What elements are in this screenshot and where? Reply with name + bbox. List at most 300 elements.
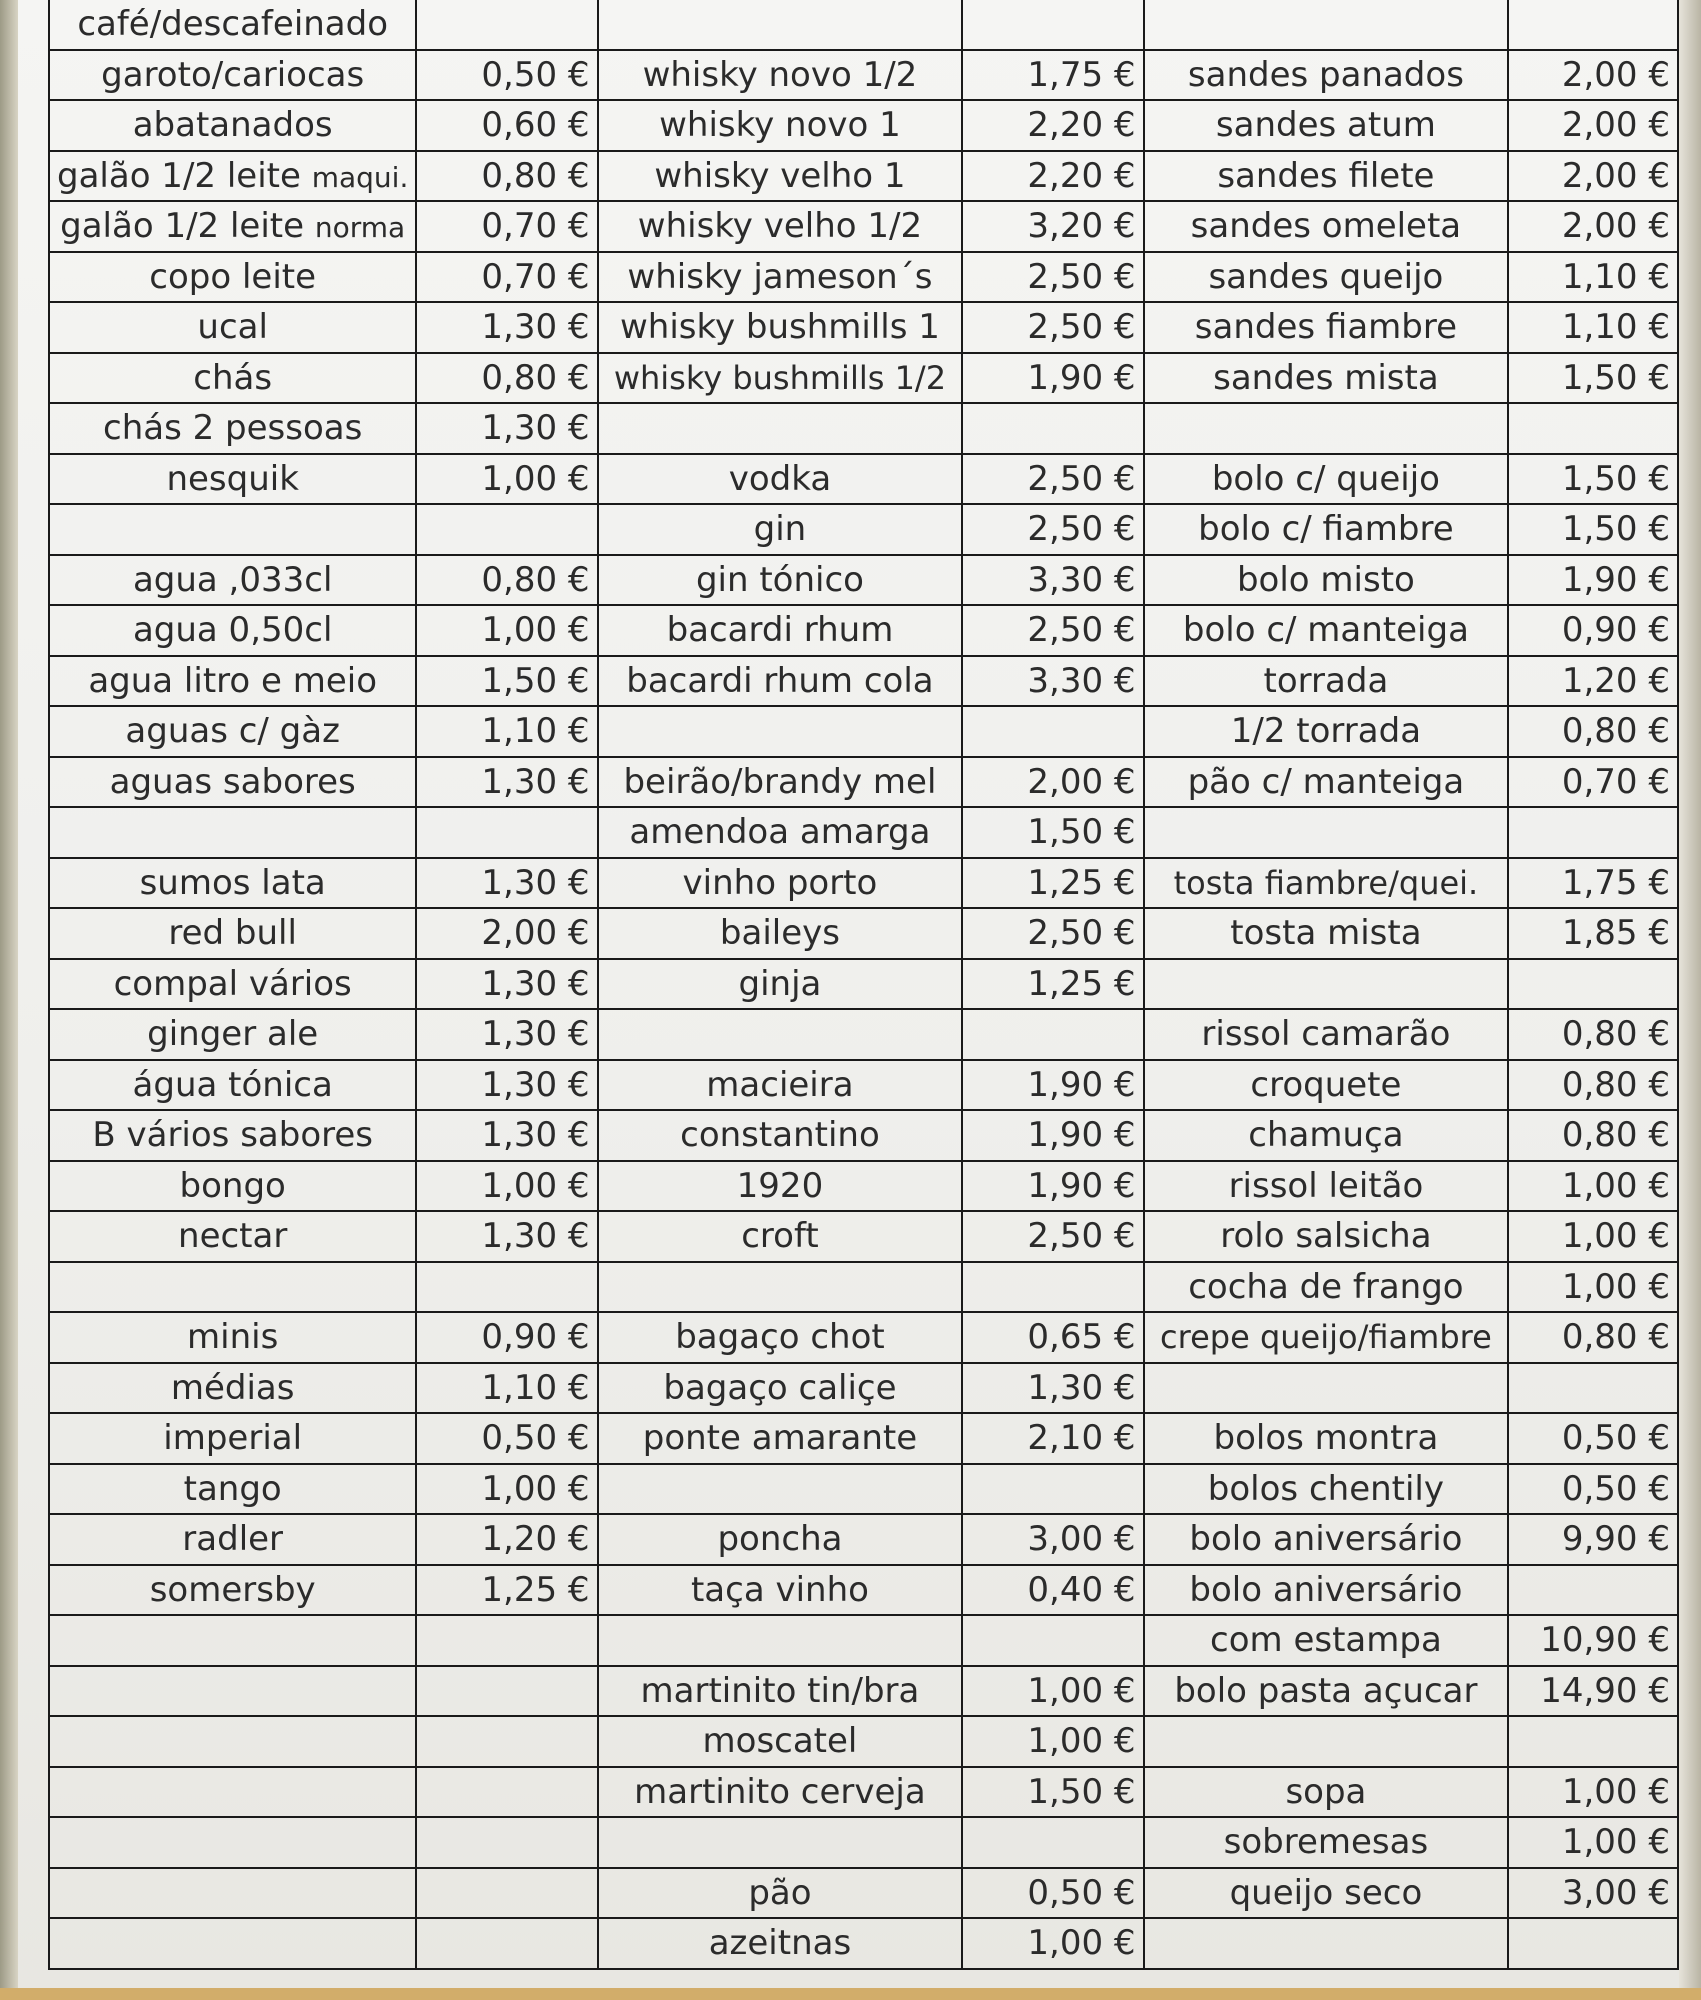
item-name	[1144, 706, 1509, 757]
item-name	[598, 1918, 963, 1969]
item-price: 0,80 €	[416, 353, 597, 404]
item-name-text: com estampa	[1210, 1620, 1442, 1661]
item-price: 1,90 €	[962, 353, 1143, 404]
table-row	[49, 0, 1678, 50]
item-name-text: constantino	[680, 1115, 880, 1156]
item-price: 1,10 €	[416, 1363, 597, 1414]
item-price: 0,80 €	[1508, 1009, 1678, 1060]
item-price: 0,50 €	[1508, 1464, 1678, 1515]
table-row	[49, 302, 1678, 353]
table-row	[49, 1615, 1678, 1666]
item-name	[49, 858, 416, 909]
item-name	[598, 151, 963, 202]
item-name-text: sandes filete	[1217, 155, 1435, 196]
table-row	[49, 100, 1678, 151]
item-price: 2,00 €	[1508, 100, 1678, 151]
item-price: 0,70 €	[416, 252, 597, 303]
item-name-text: nesquik	[166, 458, 299, 499]
item-name	[1144, 1817, 1509, 1868]
item-name	[598, 1817, 963, 1868]
item-name	[1144, 757, 1509, 808]
item-name-text: whisky bushmills 1	[619, 307, 940, 348]
item-price: 1,30 €	[416, 403, 597, 454]
item-name-text: sopa	[1285, 1771, 1367, 1812]
item-name-text: azeitnas	[708, 1923, 852, 1964]
item-name-text: médias	[170, 1367, 295, 1408]
item-price: 2,20 €	[962, 151, 1143, 202]
item-name-text: bagaço caliçe	[663, 1367, 897, 1408]
item-price: 0,70 €	[416, 201, 597, 252]
item-price	[416, 1666, 597, 1717]
item-name	[1144, 959, 1509, 1010]
item-price: 0,60 €	[416, 100, 597, 151]
item-name	[1144, 656, 1509, 707]
item-name	[598, 656, 963, 707]
item-price: 0,80 €	[1508, 1060, 1678, 1111]
item-name-text: pão	[748, 1872, 812, 1913]
item-name	[49, 302, 416, 353]
item-name-text: torrada	[1263, 660, 1389, 701]
item-price: 1,25 €	[962, 959, 1143, 1010]
table-row	[49, 1817, 1678, 1868]
item-name	[49, 1464, 416, 1515]
table-row	[49, 1464, 1678, 1515]
item-name	[49, 1211, 416, 1262]
item-name	[49, 757, 416, 808]
item-name	[49, 605, 416, 656]
item-price: 3,00 €	[962, 1514, 1143, 1565]
item-price	[1508, 1918, 1678, 1969]
table-row	[49, 1868, 1678, 1919]
item-name-text: sandes mista	[1213, 357, 1439, 398]
item-name-text: whisky velho 1	[654, 155, 906, 196]
item-price: 2,00 €	[962, 757, 1143, 808]
item-price	[962, 1262, 1143, 1313]
table-row	[49, 1161, 1678, 1212]
item-name	[1144, 403, 1509, 454]
item-name	[49, 1363, 416, 1414]
item-name	[1144, 1716, 1509, 1767]
item-name	[598, 100, 963, 151]
item-name	[598, 50, 963, 101]
item-price: 2,20 €	[962, 100, 1143, 151]
item-name	[1144, 100, 1509, 151]
item-name-text: B vários sabores	[92, 1115, 373, 1156]
item-price: 1,00 €	[962, 1666, 1143, 1717]
item-name-text: café/descafeinado	[77, 4, 389, 45]
item-name	[1144, 555, 1509, 606]
item-name-text: somersby	[149, 1569, 316, 1610]
item-name	[1144, 302, 1509, 353]
item-price: 2,00 €	[1508, 50, 1678, 101]
item-name	[49, 1060, 416, 1111]
item-name-text: chás 2 pessoas	[103, 408, 363, 449]
item-name-text: radler	[182, 1519, 284, 1560]
item-name-text: sandes queijo	[1208, 256, 1444, 297]
item-name-text: copo leite	[149, 256, 317, 297]
item-name	[1144, 1110, 1509, 1161]
item-name	[1144, 1161, 1509, 1212]
item-name	[1144, 1413, 1509, 1464]
item-price: 0,90 €	[416, 1312, 597, 1363]
item-price	[962, 1615, 1143, 1666]
frame-bottom	[0, 1988, 1701, 2000]
item-name-text: bolo c/ fiambre	[1198, 509, 1454, 550]
item-name-text: amendoa amarga	[629, 812, 931, 853]
item-price	[1508, 0, 1678, 50]
item-price: 1,00 €	[1508, 1767, 1678, 1818]
item-name-text: bacardi rhum	[666, 610, 894, 651]
item-price: 2,50 €	[962, 252, 1143, 303]
item-price	[962, 1817, 1143, 1868]
table-row	[49, 1363, 1678, 1414]
item-name	[598, 858, 963, 909]
item-price	[962, 1009, 1143, 1060]
item-name-text: rissol leitão	[1228, 1165, 1424, 1206]
item-price: 2,50 €	[962, 504, 1143, 555]
item-price: 3,30 €	[962, 555, 1143, 606]
item-price: 1,10 €	[1508, 302, 1678, 353]
item-price: 9,90 €	[1508, 1514, 1678, 1565]
item-price	[416, 1262, 597, 1313]
item-name-text: sandes omeleta	[1190, 206, 1462, 247]
table-row	[49, 454, 1678, 505]
item-name	[49, 50, 416, 101]
item-name	[49, 656, 416, 707]
table-row	[49, 555, 1678, 606]
item-name	[598, 1716, 963, 1767]
item-price: 1,30 €	[416, 959, 597, 1010]
item-name-text: queijo seco	[1229, 1872, 1423, 1913]
item-name-text: bongo	[179, 1165, 286, 1206]
item-name-text: bagaço chot	[675, 1317, 885, 1358]
item-price: 0,40 €	[962, 1565, 1143, 1616]
table-row	[49, 403, 1678, 454]
item-name	[1144, 1262, 1509, 1313]
table-row	[49, 504, 1678, 555]
item-name	[598, 201, 963, 252]
item-price	[416, 1817, 597, 1868]
item-name-text: tango	[183, 1468, 282, 1509]
item-name	[598, 353, 963, 404]
item-price	[962, 1464, 1143, 1515]
item-name-text: croft	[741, 1216, 819, 1257]
item-price: 3,00 €	[1508, 1868, 1678, 1919]
table-row	[49, 252, 1678, 303]
item-name	[1144, 1312, 1509, 1363]
item-price: 2,00 €	[1508, 151, 1678, 202]
item-name-text: whisky novo 1	[659, 105, 901, 146]
item-price: 2,50 €	[962, 302, 1143, 353]
item-price	[416, 1767, 597, 1818]
item-price: 2,50 €	[962, 908, 1143, 959]
item-name	[598, 1413, 963, 1464]
item-name	[49, 555, 416, 606]
item-price: 2,50 €	[962, 605, 1143, 656]
item-name	[1144, 1868, 1509, 1919]
item-name-text: compal vários	[113, 963, 352, 1004]
item-name-text: sumos lata	[139, 862, 326, 903]
item-name	[598, 706, 963, 757]
item-price: 1,50 €	[1508, 353, 1678, 404]
item-price: 0,50 €	[416, 50, 597, 101]
item-name-text: nectar	[178, 1216, 288, 1257]
item-name	[49, 403, 416, 454]
item-price: 1,30 €	[416, 1060, 597, 1111]
item-name	[598, 1464, 963, 1515]
item-price	[1508, 1565, 1678, 1616]
item-name-text: 1/2 torrada	[1230, 711, 1422, 752]
item-name	[49, 1161, 416, 1212]
frame-right	[1679, 0, 1701, 2000]
item-name	[1144, 807, 1509, 858]
item-price: 2,00 €	[1508, 201, 1678, 252]
table-row	[49, 757, 1678, 808]
item-price: 14,90 €	[1508, 1666, 1678, 1717]
item-name-text: ginger ale	[147, 1014, 319, 1055]
item-name	[1144, 1565, 1509, 1616]
item-name-text: rissol camarão	[1201, 1014, 1451, 1055]
item-name-text: cocha de frango	[1188, 1266, 1464, 1307]
item-price: 1,50 €	[1508, 504, 1678, 555]
item-name	[49, 151, 416, 202]
item-name	[49, 100, 416, 151]
item-name	[598, 1312, 963, 1363]
item-name	[1144, 858, 1509, 909]
item-price: 1,90 €	[962, 1110, 1143, 1161]
item-name	[1144, 353, 1509, 404]
item-name-text: sobremesas	[1223, 1822, 1429, 1863]
item-name	[598, 959, 963, 1010]
item-name-text: ginja	[738, 963, 822, 1004]
table-row	[49, 605, 1678, 656]
item-price	[416, 504, 597, 555]
item-price: 0,65 €	[962, 1312, 1143, 1363]
item-name-text: vodka	[728, 458, 832, 499]
item-name	[49, 1110, 416, 1161]
item-price	[1508, 959, 1678, 1010]
table-row	[49, 1262, 1678, 1313]
item-name-text: abatanados	[132, 105, 333, 146]
item-name	[598, 1363, 963, 1414]
item-price: 1,20 €	[416, 1514, 597, 1565]
item-price: 1,00 €	[962, 1918, 1143, 1969]
item-price	[962, 706, 1143, 757]
item-name-text: gin	[753, 509, 807, 550]
item-name-text: baileys	[719, 913, 840, 954]
item-name	[49, 1918, 416, 1969]
item-price	[962, 403, 1143, 454]
item-name	[49, 504, 416, 555]
item-name-text: whisky jameson´s	[627, 256, 933, 297]
item-name-text: bolo c/ queijo	[1211, 458, 1440, 499]
item-price	[1508, 1363, 1678, 1414]
item-price: 0,50 €	[1508, 1413, 1678, 1464]
item-price: 1,00 €	[416, 1464, 597, 1515]
item-price: 1,50 €	[962, 807, 1143, 858]
item-name-text: agua 0,50cl	[132, 610, 333, 651]
item-name	[49, 1009, 416, 1060]
item-price	[1508, 807, 1678, 858]
item-name	[1144, 151, 1509, 202]
item-price	[962, 0, 1143, 50]
item-price: 0,80 €	[416, 151, 597, 202]
item-name	[598, 605, 963, 656]
item-name	[598, 1615, 963, 1666]
table-row	[49, 1312, 1678, 1363]
item-price: 0,70 €	[1508, 757, 1678, 808]
item-name-text: whisky velho 1/2	[637, 206, 923, 247]
item-name	[598, 302, 963, 353]
item-name	[49, 201, 416, 252]
item-name-text: bolo c/ manteiga	[1182, 610, 1469, 651]
item-name	[1144, 1009, 1509, 1060]
item-price: 0,80 €	[1508, 706, 1678, 757]
item-price: 0,80 €	[1508, 1312, 1678, 1363]
item-name	[49, 1312, 416, 1363]
item-name	[1144, 1514, 1509, 1565]
item-name	[49, 1817, 416, 1868]
item-name	[598, 1060, 963, 1111]
item-name-text: tosta mista	[1230, 913, 1422, 954]
item-name	[49, 807, 416, 858]
item-name-text: bolos chentily	[1207, 1468, 1445, 1509]
table-row	[49, 1565, 1678, 1616]
item-name-text: chás	[193, 357, 273, 398]
item-name	[598, 1514, 963, 1565]
item-price: 1,30 €	[416, 858, 597, 909]
item-name-text: crepe queijo/fiambre	[1160, 1318, 1492, 1357]
item-price: 1,00 €	[416, 454, 597, 505]
item-name-text: tosta fiambre/quei.	[1173, 863, 1479, 902]
item-price: 1,75 €	[962, 50, 1143, 101]
item-name	[49, 1262, 416, 1313]
item-price: 3,30 €	[962, 656, 1143, 707]
item-price	[1508, 1716, 1678, 1767]
item-name	[598, 504, 963, 555]
item-price	[416, 1868, 597, 1919]
item-name-text: galão 1/2 leite	[60, 206, 305, 247]
table-row	[49, 1666, 1678, 1717]
item-price: 1,30 €	[416, 1110, 597, 1161]
table-row	[49, 50, 1678, 101]
table-row	[49, 908, 1678, 959]
table-row	[49, 201, 1678, 252]
item-name-text: pão c/ manteiga	[1187, 761, 1465, 802]
item-price: 1,00 €	[1508, 1161, 1678, 1212]
item-price	[416, 0, 597, 50]
item-name-text: água tónica	[132, 1064, 333, 1105]
item-name-text: taça vinho	[690, 1569, 869, 1610]
item-name-text: whisky bushmills 1/2	[613, 358, 947, 397]
table-row	[49, 1110, 1678, 1161]
item-name-text: sandes panados	[1187, 54, 1464, 95]
item-name-text: martinito tin/bra	[640, 1670, 920, 1711]
item-name	[598, 454, 963, 505]
table-row	[49, 706, 1678, 757]
table-row	[49, 656, 1678, 707]
item-price: 1,30 €	[416, 1009, 597, 1060]
table-row	[49, 151, 1678, 202]
item-name-text: aguas c/ gàz	[125, 711, 340, 752]
item-name-text: macieira	[706, 1064, 854, 1105]
item-name	[598, 252, 963, 303]
item-price: 1,00 €	[1508, 1262, 1678, 1313]
item-name	[1144, 1918, 1509, 1969]
item-name	[49, 1565, 416, 1616]
table-row	[49, 1060, 1678, 1111]
item-price: 1,00 €	[416, 1161, 597, 1212]
item-name	[49, 454, 416, 505]
item-name	[1144, 1464, 1509, 1515]
item-name-text: moscatel	[702, 1721, 858, 1762]
table-row	[49, 807, 1678, 858]
item-name	[1144, 50, 1509, 101]
table-row	[49, 858, 1678, 909]
item-name-text: galão 1/2 leite	[57, 155, 301, 196]
table-row	[49, 1767, 1678, 1818]
table-row	[49, 1514, 1678, 1565]
item-price: 1,90 €	[1508, 555, 1678, 606]
item-price: 2,00 €	[416, 908, 597, 959]
item-name	[598, 1009, 963, 1060]
item-price	[416, 1918, 597, 1969]
item-price: 1,10 €	[1508, 252, 1678, 303]
item-name	[49, 252, 416, 303]
item-name-text: sandes fiambre	[1194, 307, 1458, 348]
item-name	[1144, 1666, 1509, 1717]
item-price: 1,30 €	[416, 757, 597, 808]
item-name	[598, 908, 963, 959]
item-name-text: red bull	[168, 913, 297, 954]
table-row	[49, 1716, 1678, 1767]
item-name-suffix: maqui.	[311, 160, 409, 194]
item-name-text: beirão/brandy mel	[623, 761, 937, 802]
item-name	[49, 353, 416, 404]
item-name-text: agua ,033cl	[132, 559, 333, 600]
item-name	[598, 403, 963, 454]
item-price: 1,25 €	[962, 858, 1143, 909]
item-name-text: whisky novo 1/2	[642, 54, 918, 95]
item-name-text: bolo aniversário	[1189, 1569, 1463, 1610]
item-name	[1144, 908, 1509, 959]
item-name	[49, 959, 416, 1010]
item-price	[416, 1615, 597, 1666]
item-name	[1144, 504, 1509, 555]
item-name	[49, 1716, 416, 1767]
item-name	[49, 1514, 416, 1565]
item-name-text: bolo aniversário	[1189, 1519, 1463, 1560]
item-price: 1,10 €	[416, 706, 597, 757]
item-price: 1,20 €	[1508, 656, 1678, 707]
item-name	[49, 0, 416, 50]
item-price: 1,90 €	[962, 1060, 1143, 1111]
item-name-text: martinito cerveja	[634, 1771, 926, 1812]
item-name	[598, 0, 963, 50]
item-name-text: minis	[187, 1317, 279, 1358]
item-name-text: imperial	[163, 1418, 303, 1459]
menu-paper	[18, 0, 1679, 1988]
item-price: 1,50 €	[416, 656, 597, 707]
item-name-text: bacardi rhum cola	[626, 660, 934, 701]
item-price	[1508, 403, 1678, 454]
item-name-text: chamuça	[1248, 1115, 1404, 1156]
table-row	[49, 353, 1678, 404]
item-price: 1,00 €	[1508, 1211, 1678, 1262]
item-name	[1144, 1060, 1509, 1111]
table-row	[49, 1918, 1678, 1969]
item-name	[598, 1110, 963, 1161]
